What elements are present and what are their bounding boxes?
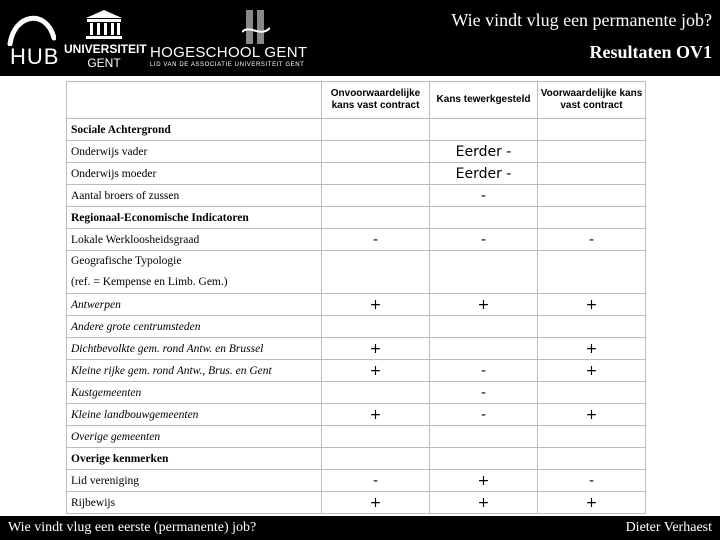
table-row bbox=[67, 141, 646, 163]
hogent-mark-icon bbox=[242, 10, 270, 44]
cell-value bbox=[538, 382, 646, 404]
cell-value bbox=[538, 163, 646, 185]
cell-value: - bbox=[430, 229, 538, 251]
table-row bbox=[67, 251, 646, 294]
cell-value: + bbox=[322, 294, 430, 316]
cell-value bbox=[538, 119, 646, 141]
cell-value bbox=[538, 426, 646, 448]
cell-value bbox=[538, 316, 646, 338]
cell-value bbox=[430, 251, 538, 294]
cell-value bbox=[430, 426, 538, 448]
cell-value bbox=[430, 448, 538, 470]
cell-value bbox=[430, 338, 538, 360]
cell-value bbox=[322, 382, 430, 404]
row-label: Overige gemeenten bbox=[67, 426, 322, 448]
cell-value: + bbox=[538, 360, 646, 382]
cell-value: - bbox=[322, 229, 430, 251]
row-label: Overige kenmerken bbox=[67, 448, 322, 470]
table-row bbox=[67, 382, 646, 404]
table-row bbox=[67, 119, 646, 141]
hub-arc-icon bbox=[6, 8, 56, 46]
cell-value: + bbox=[430, 492, 538, 514]
cell-value: + bbox=[538, 294, 646, 316]
slide-footer bbox=[0, 516, 720, 540]
slide-title: Wie vindt vlug een permanente job? bbox=[451, 10, 712, 30]
slide-subtitle: Resultaten OV1 bbox=[589, 42, 712, 62]
row-label-line1: Geografische Typologie bbox=[71, 255, 182, 267]
row-label-line2: (ref. = Kempense en Limb. Gem.) bbox=[71, 276, 228, 288]
row-label: Lid vereniging bbox=[67, 470, 322, 492]
cell-value bbox=[322, 163, 430, 185]
cell-value bbox=[322, 207, 430, 229]
slide-content bbox=[0, 76, 720, 516]
table-row bbox=[67, 163, 646, 185]
cell-value bbox=[322, 426, 430, 448]
row-label: Regionaal-Economische Indicatoren bbox=[67, 207, 322, 229]
cell-value: + bbox=[322, 404, 430, 426]
cell-value bbox=[430, 207, 538, 229]
row-label: Onderwijs vader bbox=[67, 141, 322, 163]
row-label: Rijbewijs bbox=[67, 492, 322, 514]
column-header: Onvoorwaardelijke kans vast contract bbox=[322, 82, 430, 119]
cell-value: - bbox=[538, 229, 646, 251]
cell-value: + bbox=[430, 470, 538, 492]
cell-value bbox=[322, 316, 430, 338]
header-empty-cell bbox=[67, 82, 322, 119]
row-label bbox=[67, 251, 322, 294]
row-label: Kustgemeenten bbox=[67, 382, 322, 404]
table-header-row bbox=[67, 82, 646, 119]
cell-value: - bbox=[430, 360, 538, 382]
table-row bbox=[67, 207, 646, 229]
hub-logo bbox=[4, 6, 60, 70]
cell-value: - bbox=[430, 404, 538, 426]
cell-value: + bbox=[538, 404, 646, 426]
row-label: Andere grote centrumsteden bbox=[67, 316, 322, 338]
table-row bbox=[67, 229, 646, 251]
row-label: Kleine rijke gem. rond Antw., Brus. en Gent bbox=[67, 360, 322, 382]
cell-value bbox=[538, 141, 646, 163]
table-row bbox=[67, 294, 646, 316]
table-row bbox=[67, 426, 646, 448]
cell-value bbox=[322, 251, 430, 294]
table-row bbox=[67, 470, 646, 492]
cell-value bbox=[430, 119, 538, 141]
cell-value: + bbox=[322, 338, 430, 360]
hogent-logo bbox=[150, 10, 310, 70]
row-label: Dichtbevolkte gem. rond Antw. en Brussel bbox=[67, 338, 322, 360]
table-row bbox=[67, 404, 646, 426]
column-header: Kans tewerkgesteld bbox=[430, 82, 538, 119]
cell-value bbox=[430, 316, 538, 338]
hogent-name: HOGESCHOOL GENT bbox=[150, 44, 308, 61]
row-label: Sociale Achtergrond bbox=[67, 119, 322, 141]
cell-value: - bbox=[538, 470, 646, 492]
hub-logo-text: HUB bbox=[10, 44, 60, 69]
row-label: Antwerpen bbox=[67, 294, 322, 316]
cell-value: Eerder - bbox=[430, 163, 538, 185]
cell-value: Eerder - bbox=[430, 141, 538, 163]
table-row bbox=[67, 316, 646, 338]
column-header: Voorwaardelijke kans vast contract bbox=[538, 82, 646, 119]
footer-title: Wie vindt vlug een eerste (permanente) job? bbox=[8, 520, 257, 535]
ugent-line2: GENT bbox=[87, 56, 121, 70]
row-label: Onderwijs moeder bbox=[67, 163, 322, 185]
cell-value bbox=[322, 141, 430, 163]
cell-value bbox=[322, 448, 430, 470]
table-row bbox=[67, 448, 646, 470]
cell-value: + bbox=[430, 294, 538, 316]
row-label: Kleine landbouwgemeenten bbox=[67, 404, 322, 426]
ugent-logo bbox=[64, 8, 147, 70]
cell-value: + bbox=[538, 338, 646, 360]
cell-value bbox=[322, 185, 430, 207]
cell-value bbox=[538, 251, 646, 294]
cell-value bbox=[538, 448, 646, 470]
university-building-icon bbox=[82, 8, 126, 40]
footer-author: Dieter Verhaest bbox=[625, 520, 712, 535]
table-row bbox=[67, 492, 646, 514]
row-label: Lokale Werkloosheidsgraad bbox=[67, 229, 322, 251]
slide-header bbox=[0, 0, 720, 76]
cell-value: + bbox=[322, 360, 430, 382]
ugent-line1: UNIVERSITEIT bbox=[64, 42, 147, 56]
table-row bbox=[67, 185, 646, 207]
cell-value: - bbox=[430, 185, 538, 207]
cell-value bbox=[538, 185, 646, 207]
cell-value: - bbox=[322, 470, 430, 492]
results-table bbox=[66, 81, 646, 514]
cell-value: + bbox=[538, 492, 646, 514]
hogent-subtitle: LID VAN DE ASSOCIATIE UNIVERSITEIT GENT bbox=[150, 62, 305, 68]
cell-value: - bbox=[430, 382, 538, 404]
cell-value bbox=[322, 119, 430, 141]
row-label: Aantal broers of zussen bbox=[67, 185, 322, 207]
table-row bbox=[67, 338, 646, 360]
cell-value: + bbox=[322, 492, 430, 514]
cell-value bbox=[538, 207, 646, 229]
table-row bbox=[67, 360, 646, 382]
